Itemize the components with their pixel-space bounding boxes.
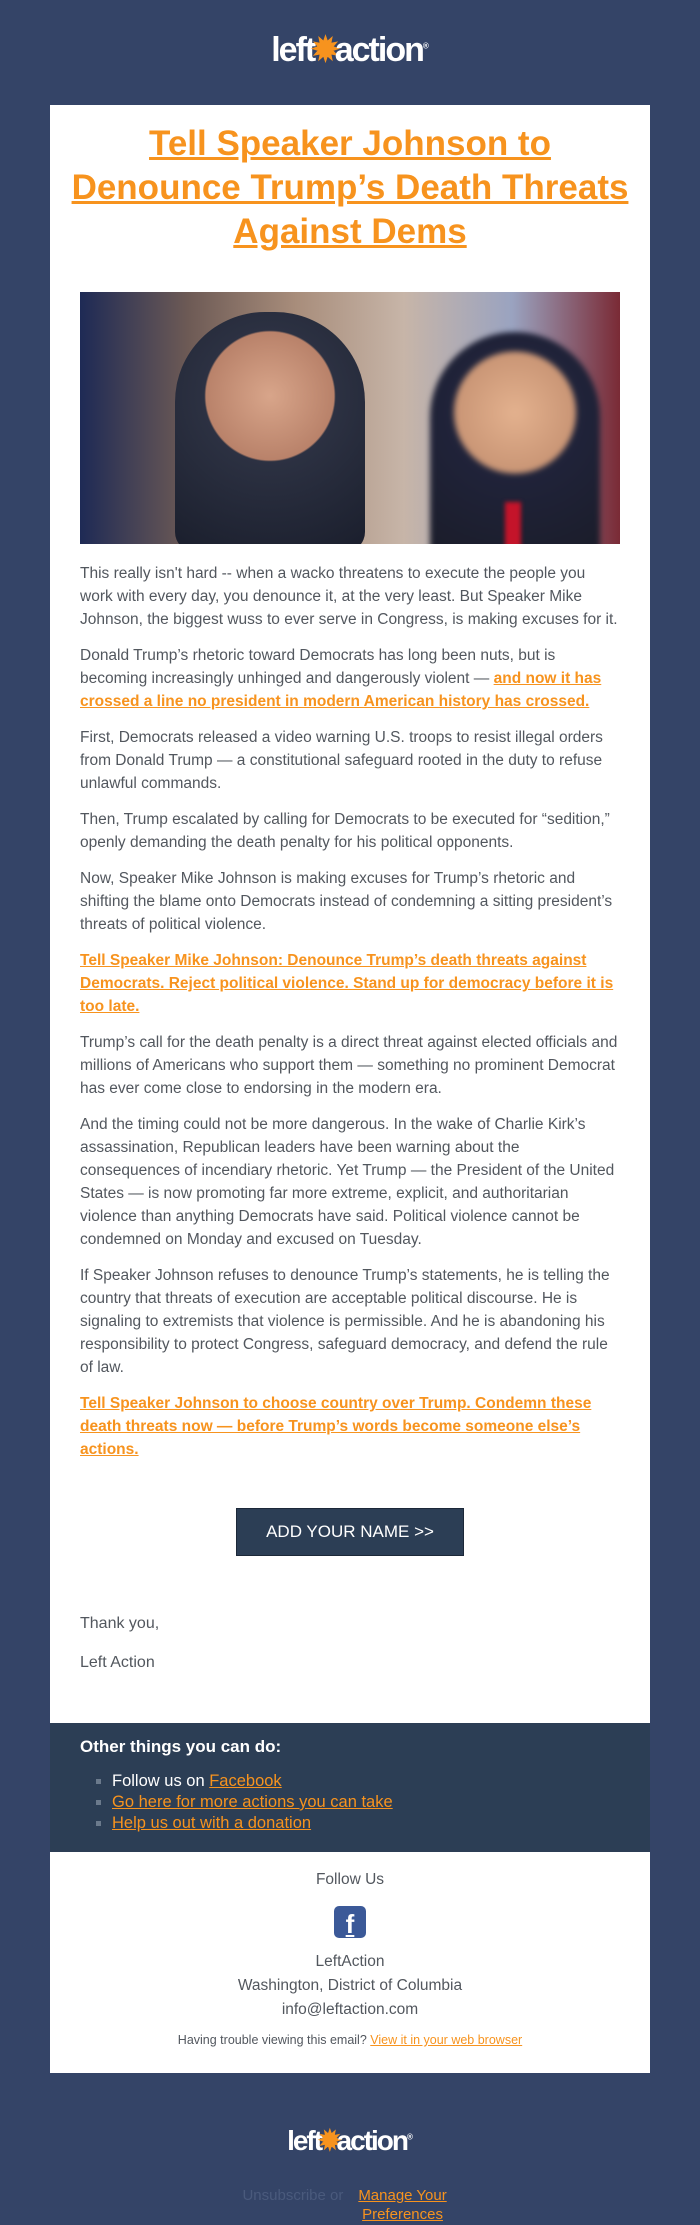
facebook-link[interactable]: Facebook bbox=[209, 1772, 282, 1790]
body-paragraph bbox=[80, 1392, 620, 1461]
action-link[interactable]: Tell Speaker Mike Johnson: Denounce Trump’s death threats against Democrats. Reject political violence. Stand up for democracy before it is too late. bbox=[80, 952, 614, 1015]
hero-image bbox=[80, 292, 620, 544]
action-link[interactable]: and now it has crossed a line no president in modern American history has crossed. bbox=[80, 670, 602, 710]
footer: Follow Us f LeftAction Washington, District of Columbia info@leftaction.com Having trouble viewing this email? View it in your web browser bbox=[50, 1852, 650, 2073]
list-item bbox=[112, 1792, 620, 1813]
unsubscribe-row: Unsubscribe or Manage Your Preferences bbox=[0, 2186, 700, 2224]
body-paragraph: Then, Trump escalated by calling for Democrats to be executed for “sedition,” openly demanding the death penalty for his political opponents. bbox=[80, 811, 610, 851]
leftaction-logo-footer[interactable]: left✹action® bbox=[287, 2125, 413, 2156]
body-paragraph: Trump’s call for the death penalty is a direct threat against elected officials and millions of Americans who support them — something no prominent Democrat has ever come close to endorsing in the modern era. bbox=[80, 1034, 618, 1097]
donation-link[interactable]: Help us out with a donation bbox=[112, 1814, 312, 1832]
starburst-icon: ✹ bbox=[311, 31, 338, 69]
email-body bbox=[80, 544, 620, 1461]
follow-us-label: Follow Us bbox=[315, 1871, 385, 1888]
manage-preferences-link[interactable]: Manage Your Preferences bbox=[358, 2187, 447, 2223]
add-your-name-button[interactable]: ADD YOUR NAME >> bbox=[236, 1508, 464, 1556]
other-actions-heading: Other things you can do: bbox=[80, 1737, 282, 1756]
list-item: ▪ Follow us on Facebook bbox=[112, 1771, 620, 1792]
body-paragraph: First, Democrats released a video warning U.S. troops to resist illegal orders from Donald Trump — a constitutional safeguard rooted in the duty to refuse unlawful commands. bbox=[80, 729, 603, 792]
unsubscribe-link[interactable]: Unsubscribe bbox=[242, 2187, 326, 2204]
signoff: Thank you, Left Action bbox=[80, 1615, 160, 1671]
action-link[interactable]: Tell Speaker Johnson to choose country over Trump. Condemn these death threats now — before Trump’s words become someone else’s actions. bbox=[80, 1395, 592, 1458]
body-paragraph: And the timing could not be more dangerous. In the wake of Charlie Kirk’s assassination, Republican leaders have been warning about the consequences of incendiary rhetoric. Yet Trump — the President of the United States — is now promoting far more extreme, explicit, and authoritarian violence than anything Democrats have said. Political violence cannot be condemned on Monday and excused on Tuesday. bbox=[80, 1116, 615, 1248]
body-paragraph: If Speaker Johnson refuses to denounce Trump’s statements, he is telling the country that threats of execution are acceptable political discourse. He is signaling to extremists that violence is permissible. And he is abandoning his responsibility to protect Congress, safeguard democracy, and defend the rule of law. bbox=[80, 1267, 610, 1376]
facebook-icon[interactable]: f bbox=[334, 1906, 366, 1938]
headline-link[interactable]: Tell Speaker Johnson to Denounce Trump’s Death Threats Against Dems bbox=[71, 124, 629, 251]
body-paragraph: This really isn't hard -- when a wacko threatens to execute the people you work with every day, you denounce it, at the very least. But Speaker Mike Johnson, the biggest wuss to ever serve in Congress, is making excuses for it. bbox=[80, 565, 618, 628]
list-item bbox=[112, 1813, 620, 1834]
starburst-icon: ✹ bbox=[318, 2125, 340, 2156]
body-paragraph: Now, Speaker Mike Johnson is making excuses for Trump’s rhetoric and shifting the blame onto Democrats instead of condemning a sitting president’s threats of political violence. bbox=[80, 870, 613, 933]
headline bbox=[50, 105, 650, 254]
other-actions-panel bbox=[50, 1723, 650, 1852]
leftaction-logo[interactable]: left✹action® bbox=[271, 31, 429, 69]
more-actions-link[interactable]: Go here for more actions you can take bbox=[112, 1793, 393, 1811]
body-paragraph bbox=[80, 949, 620, 1018]
org-address: Washington, District of Columbia bbox=[237, 1977, 463, 1994]
email-card bbox=[50, 105, 650, 2073]
org-email: info@leftaction.com bbox=[281, 2001, 419, 2018]
org-name: LeftAction bbox=[315, 1953, 385, 1970]
view-in-browser-link[interactable]: View it in your web browser bbox=[370, 2033, 523, 2047]
body-paragraph: Donald Trump’s rhetoric toward Democrats has long been nuts, but is becoming increasingly unhinged and dangerously violent — and now it has crossed a line no president in modern American history has crossed. bbox=[80, 647, 602, 710]
